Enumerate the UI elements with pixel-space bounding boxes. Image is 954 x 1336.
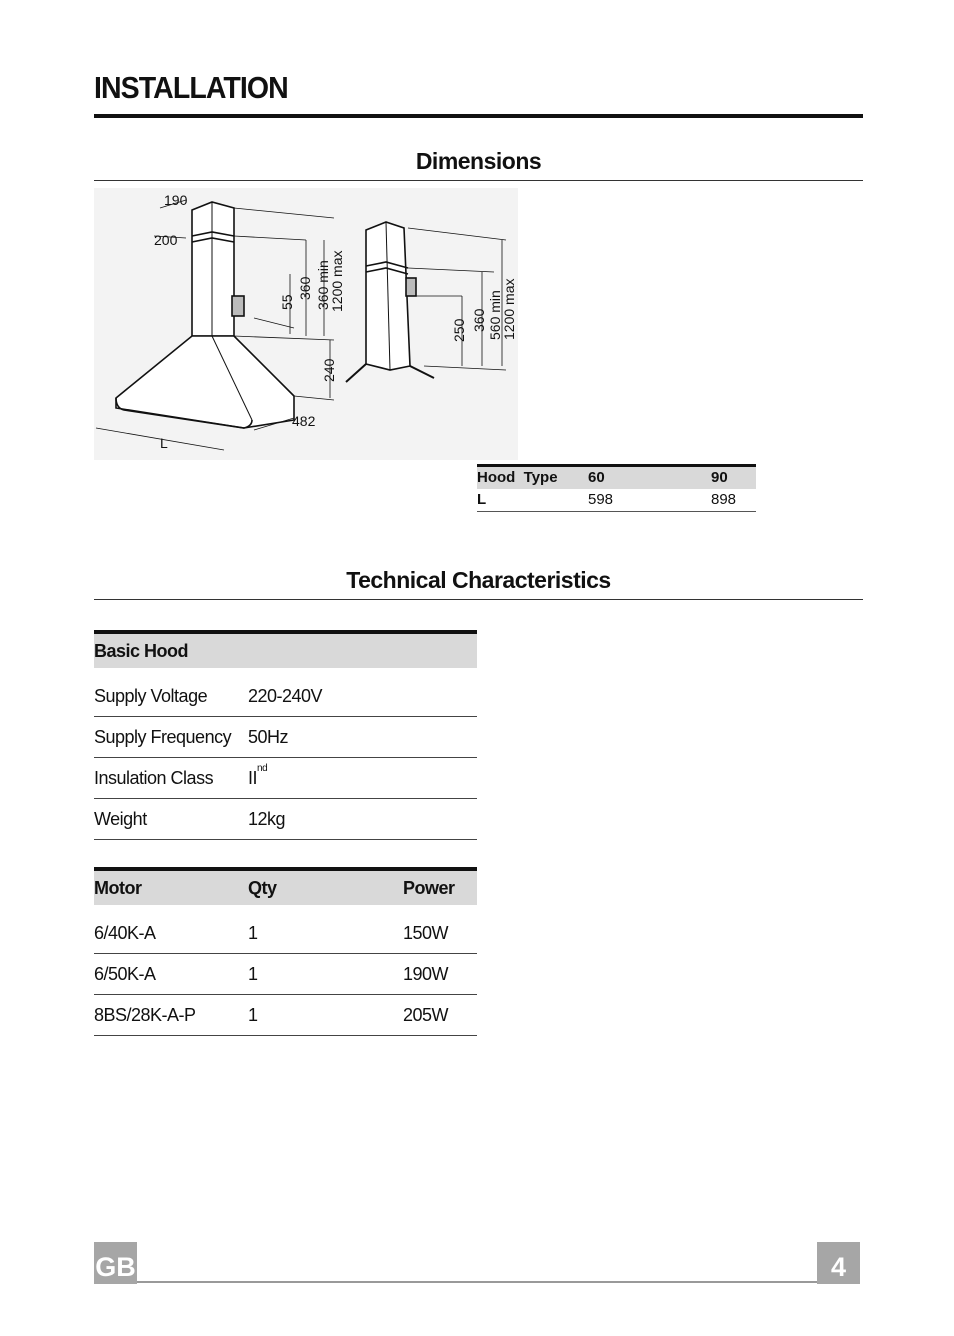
dim-label-250: 250 [451,318,467,342]
dim-label-1200-max-right: 1200 max [501,278,517,340]
technical-heading: Technical Characteristics [346,567,611,593]
insulation-class-superscript: nd [257,763,268,774]
hood-table-row [477,489,756,511]
dim-label-1200-max: 1200 max [329,250,345,312]
insulation-class-value [248,758,267,798]
dim-label-L: L [160,435,168,451]
basic-hood-table [94,630,477,840]
dim-label-360: 360 [297,276,313,300]
table-row [94,995,477,1036]
motor-name: 6/40K-A [94,923,156,943]
supply-voltage-value: 220-240V [248,686,323,706]
page-number: 4 [817,1242,860,1284]
motor-name: 8BS/28K-A-P [94,1005,196,1025]
motor-header: Motor [94,878,142,898]
table-row [94,954,477,995]
hood-dimensions-diagram [94,188,518,460]
motor-qty: 1 [248,923,258,943]
basic-hood-header: Basic Hood [94,641,189,661]
hood-90-header: 90 [711,469,728,486]
dim-label-360-right: 360 [471,308,487,332]
technical-rule [94,599,863,600]
hood-table-header [477,467,756,489]
weight-value: 12kg [248,809,286,829]
motor-qty: 1 [248,1005,258,1025]
hood-L-90: 898 [711,491,737,508]
table-row [94,913,477,954]
motor-table [94,867,477,1036]
motor-power: 150W [403,923,449,943]
title-rule [94,114,863,118]
language-badge: GB [94,1242,137,1284]
motor-table-header [94,871,477,905]
hood-type-table [477,464,756,512]
page-title: INSTALLATION [94,70,288,105]
power-header: Power [403,878,455,898]
hood-table-bottom-rule [477,511,756,512]
motor-power: 205W [403,1005,449,1025]
dimensions-rule [94,180,863,181]
dim-label-55: 55 [279,294,295,310]
hood-type-header: Hood Type [477,469,558,486]
footer-rule [94,1281,860,1283]
table-row [94,758,477,799]
motor-power: 190W [403,964,449,984]
dimensions-heading: Dimensions [415,148,542,174]
hood-L-label: L [477,491,487,508]
insulation-class-number: II [248,768,258,788]
supply-voltage-label: Supply Voltage [94,686,208,706]
supply-frequency-value: 50Hz [248,727,289,747]
hood-60-header: 60 [588,469,605,486]
dim-label-190: 190 [164,192,188,208]
qty-header: Qty [248,878,277,898]
insulation-class-label: Insulation Class [94,768,214,788]
hood-L-60: 598 [588,491,614,508]
dim-label-482: 482 [292,413,316,429]
table-row [94,717,477,758]
dim-label-200: 200 [154,232,178,248]
table-row [94,676,477,717]
dim-label-560-min: 560 min [487,290,503,340]
motor-name: 6/50K-A [94,964,156,984]
table-row [94,799,477,840]
weight-label: Weight [94,809,147,829]
motor-qty: 1 [248,964,258,984]
supply-frequency-label: Supply Frequency [94,727,232,747]
dim-label-360-min: 360 min [315,260,331,310]
basic-table-header [94,634,477,668]
dim-label-240: 240 [321,358,337,382]
